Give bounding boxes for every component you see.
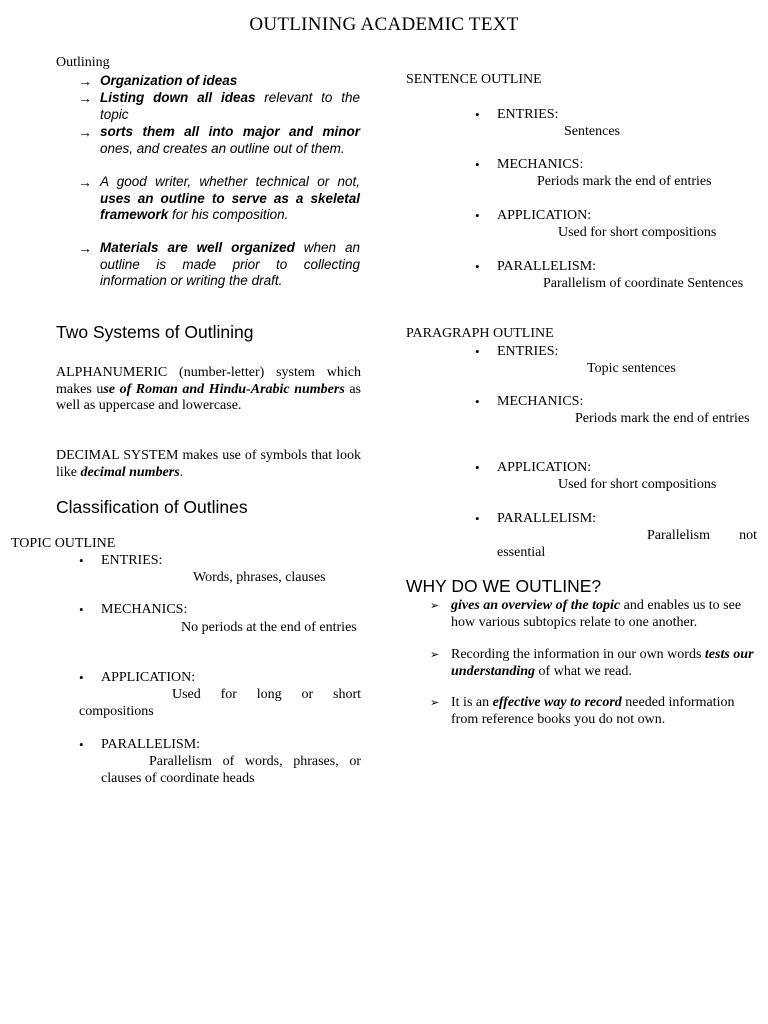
topic-parallelism: • PARALLELISM: Parallelism of words, phrases, or clauses of coordinate heads: [79, 737, 361, 786]
bullet-icon: •: [79, 737, 84, 752]
why-outline-heading: WHY DO WE OUTLINE?: [406, 576, 602, 596]
classification-heading: Classification of Outlines: [56, 497, 248, 517]
bullet-icon: •: [79, 602, 84, 617]
arrow-icon: →: [78, 174, 92, 190]
paragraph-entries: • ENTRIES: Topic sentences: [475, 344, 676, 376]
topic-mechanics: • MECHANICS: No periods at the end of entries: [79, 602, 357, 635]
bullet-icon: •: [475, 208, 480, 223]
bullet-icon: •: [79, 553, 84, 568]
sentence-outline-heading: SENTENCE OUTLINE: [406, 72, 542, 87]
bullet-icon: •: [475, 259, 480, 274]
outlining-heading: Outlining: [56, 55, 110, 70]
arrow-icon: →: [78, 73, 92, 89]
outlining-item-3: → sorts them all into major and minor ones, and creates an outline out of them.: [78, 124, 360, 156]
outlining-item-2: → Listing down all ideas relevant to the topic: [78, 90, 360, 122]
bullet-icon: •: [475, 511, 480, 526]
paragraph-application: • APPLICATION: Used for short compositions: [475, 460, 717, 492]
arrow-icon: →: [78, 90, 92, 106]
outlining-item-1: → Organization of ideas: [78, 73, 238, 89]
sentence-application: • APPLICATION: Used for short compositions: [475, 208, 717, 240]
sentence-entries: • ENTRIES: Sentences: [475, 107, 620, 139]
page-title: OUTLINING ACADEMIC TEXT: [249, 14, 519, 35]
chevron-bullet-icon: ➢: [430, 697, 440, 709]
chevron-bullet-icon: ➢: [430, 600, 440, 612]
paragraph-mechanics: • MECHANICS: Periods mark the end of entries: [475, 394, 750, 426]
outlining-item-5: → Materials are well organized when an outline is made prior to collecting information or writing the draft.: [78, 240, 360, 288]
why-item-2: ➢ Recording the information in our own words tests our understanding of what we read.: [430, 647, 754, 679]
paragraph-parallelism: • PARALLELISM: Parallelism not essential: [475, 511, 757, 560]
topic-outline-heading: TOPIC OUTLINE: [11, 536, 116, 551]
topic-entries: • ENTRIES: Words, phrases, clauses: [79, 553, 326, 585]
alphanumeric-paragraph: ALPHANUMERIC (number-letter) system which makes use of Roman and Hindu-Arabic numbers as well as uppercase and lowercase.: [56, 365, 362, 413]
paragraph-outline-heading: PARAGRAPH OUTLINE: [406, 326, 554, 341]
bullet-icon: •: [475, 157, 480, 172]
decimal-paragraph: DECIMAL SYSTEM makes use of symbols that look like decimal numbers.: [56, 448, 361, 480]
why-item-1: ➢ gives an overview of the topic and enables us to see how various subtopics relate to one another.: [430, 598, 742, 630]
chevron-bullet-icon: ➢: [430, 649, 440, 661]
bullet-icon: •: [475, 344, 480, 359]
two-systems-heading: Two Systems of Outlining: [56, 322, 254, 342]
sentence-mechanics: • MECHANICS: Periods mark the end of entries: [475, 157, 712, 189]
sentence-parallelism: • PARALLELISM: Parallelism of coordinate Sentences: [475, 259, 744, 291]
bullet-icon: •: [475, 107, 480, 122]
topic-application: • APPLICATION: Used for long or short compositions: [79, 670, 361, 719]
why-item-3: ➢ It is an effective way to record needed information from reference books you do not own.: [430, 695, 735, 727]
bullet-icon: •: [475, 460, 480, 475]
bullet-icon: •: [79, 670, 84, 685]
bullet-icon: •: [475, 394, 480, 409]
arrow-icon: →: [78, 240, 92, 256]
arrow-icon: →: [78, 124, 92, 140]
outlining-item-4: → A good writer, whether technical or not, uses an outline to serve as a skeletal framework for his composition.: [78, 174, 360, 222]
